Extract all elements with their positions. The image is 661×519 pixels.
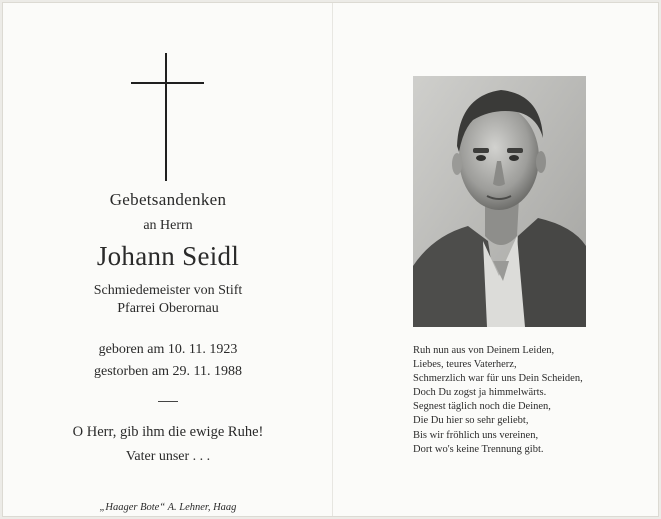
poem-line: Dort wo's keine Trennung gibt. — [413, 443, 544, 455]
divider — [158, 401, 178, 402]
left-page — [3, 3, 333, 516]
deceased-name: Johann Seidl — [96, 241, 240, 271]
occupation-line-2: Pfarrei Oberornau — [117, 301, 219, 316]
poem-line: Schmerzlich war für uns Dein Scheiden, — [413, 373, 583, 385]
card-subheading: an Herrn — [143, 218, 193, 233]
poem-line: Doch Du zogst ja himmelwärts. — [413, 387, 547, 399]
prayer-text: O Herr, gib ihm die ewige Ruhe! — [72, 424, 264, 440]
portrait-photo — [413, 76, 586, 327]
poem-line: Bis wir fröhlich uns vereinen, — [413, 429, 539, 441]
poem-line: Die Du hier so sehr geliebt, — [413, 415, 529, 427]
poem-line: Segnest täglich noch die Deinen, — [413, 401, 551, 413]
occupation-line-1: Schmiedemeister von Stift — [93, 283, 243, 298]
card-heading: Gebetsandenken — [109, 190, 227, 209]
poem-line: Liebes, teures Vaterherz, — [413, 359, 517, 371]
printer-credit: „Haager Bote“ A. Lehner, Haag — [99, 502, 237, 513]
cross-icon — [131, 53, 204, 183]
memorial-card — [2, 2, 659, 517]
birth-date: geboren am 10. 11. 1923 — [98, 342, 238, 357]
poem — [413, 344, 613, 457]
vater-unser-text: Vater unser . . . — [125, 449, 211, 464]
death-date: gestorben am 29. 11. 1988 — [93, 364, 242, 379]
cross-horizontal-bar — [131, 82, 204, 84]
cross-vertical-bar — [165, 53, 167, 181]
poem-line: Ruh nun aus von Deinem Leiden, — [413, 345, 555, 356]
portrait-illustration — [413, 76, 586, 327]
